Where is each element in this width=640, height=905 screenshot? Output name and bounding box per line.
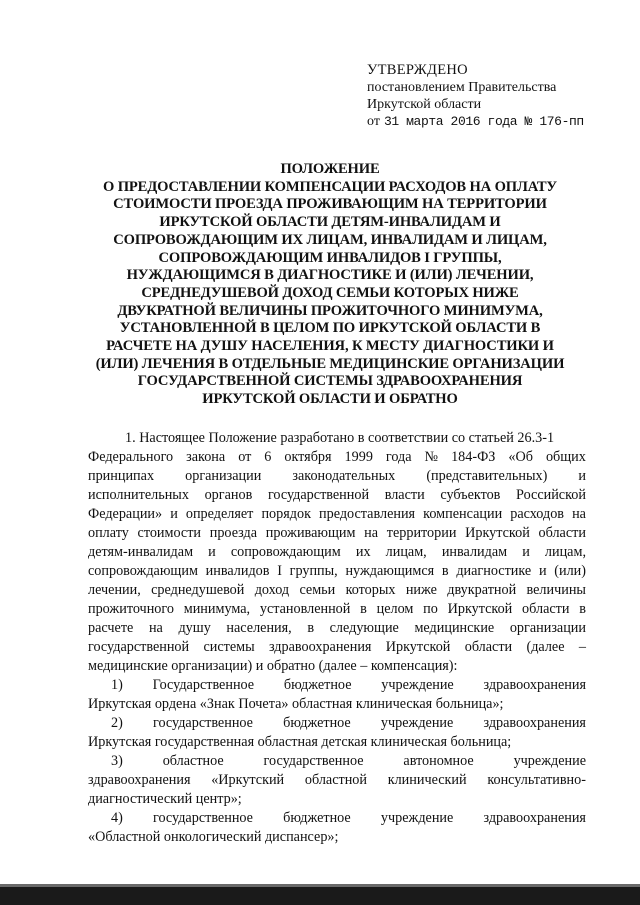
scan-edge — [0, 887, 640, 905]
approval-date-value: 31 марта 2016 года № 176-пп — [383, 114, 584, 129]
title-line: НУЖДАЮЩИМСЯ В ДИАГНОСТИКЕ И (ИЛИ) ЛЕЧЕНИИ, — [126, 267, 534, 284]
body-line: 2) государственное бюджетное учреждение здравоохранения — [111, 715, 586, 731]
approval-date-prefix: от — [367, 114, 380, 129]
title-line: ИРКУТСКОЙ ОБЛАСТИ И ОБРАТНО — [202, 391, 458, 408]
title-line: СТОИМОСТИ ПРОЕЗДА ПРОЖИВАЮЩИМ НА ТЕРРИТОРИИ — [113, 196, 547, 213]
body-line: расчете на душу населения, в следующие медицинские организации — [88, 620, 586, 636]
document-title — [70, 161, 590, 409]
title-line: УСТАНОВЛЕННОЙ В ЦЕЛОМ ПО ИРКУТСКОЙ ОБЛАСТИ В — [119, 320, 541, 337]
title-line: ИРКУТСКОЙ ОБЛАСТИ ДЕТЯМ-ИНВАЛИДАМ И — [159, 214, 501, 231]
body-line: Иркутская ордена «Знак Почета» областная клиническая больница»; — [88, 696, 504, 712]
body-line: медицинские организации) и обратно (далее – компенсация): — [88, 658, 458, 674]
document-body — [88, 429, 586, 847]
title-line: (ИЛИ) ЛЕЧЕНИЯ В ОТДЕЛЬНЫЕ МЕДИЦИНСКИЕ ОРГАНИЗАЦИИ — [95, 355, 565, 372]
title-line: СОПРОВОЖДАЮЩИМ ИХ ЛИЦАМ, ИНВАЛИДАМ И ЛИЦАМ, — [113, 231, 547, 248]
title-line: СОПРОВОЖДАЮЩИМ ИНВАЛИДОВ I ГРУППЫ, — [158, 249, 502, 266]
body-line: 3) областное государственное автономное учреждение — [111, 753, 586, 769]
body-line: 4) государственное бюджетное учреждение здравоохранения — [111, 810, 586, 826]
approval-date-line — [367, 113, 632, 130]
title-heading: ПОЛОЖЕНИЕ — [280, 161, 380, 177]
body-line: детям-инвалидам и сопровождающим их лицам, инвалидам и лицам, — [88, 544, 586, 560]
body-line: исполнительных органов государственной власти субъектов Российской — [88, 487, 586, 503]
title-line: О ПРЕДОСТАВЛЕНИИ КОМПЕНСАЦИИ РАСХОДОВ НА ОПЛАТУ — [103, 178, 557, 195]
body-line: Иркутская государственная областная детская клиническая больница; — [88, 734, 512, 750]
body-line: 1. Настоящее Положение разработано в соответствии со статьей 26.3-1 — [125, 430, 555, 446]
title-line: СРЕДНЕДУШЕВОЙ ДОХОД СЕМЬИ КОТОРЫХ НИЖЕ — [141, 284, 519, 301]
body-line: оплату стоимости проезда проживающим на территории Иркутской области — [88, 525, 586, 541]
body-line: Федерального закона от 6 октября 1999 года № 184-ФЗ «Об общих — [88, 449, 586, 465]
body-line: Федерации» и определяет порядок предоставления компенсации расходов на — [88, 506, 586, 522]
approval-block — [367, 62, 632, 130]
title-line: РАСЧЕТЕ НА ДУШУ НАСЕЛЕНИЯ, К МЕСТУ ДИАГНОСТИКИ И — [106, 338, 554, 355]
body-line: принципах организации законодательных (представительных) и — [88, 468, 586, 484]
approval-title: УТВЕРЖДЕНО — [367, 62, 468, 78]
body-line: государственной системы здравоохранения Иркутской области (далее – — [88, 639, 586, 655]
title-line: ДВУКРАТНОЙ ВЕЛИЧИНЫ ПРОЖИТОЧНОГО МИНИМУМА, — [117, 302, 543, 319]
body-line: прожиточного минимума, установленной в целом по Иркутской области в — [88, 601, 586, 617]
title-line: ГОСУДАРСТВЕННОЙ СИСТЕМЫ ЗДРАВООХРАНЕНИЯ — [137, 373, 523, 390]
body-line: «Областной онкологический диспансер»; — [88, 829, 339, 845]
approval-line-1: постановлением Правительства — [367, 80, 557, 95]
body-line: 1) Государственное бюджетное учреждение здравоохранения — [111, 677, 586, 693]
approval-line-2: Иркутской области — [367, 97, 482, 112]
body-line: здравоохранения «Иркутский областной клинический консультативно- — [88, 772, 586, 788]
body-line: лечении, среднедушевой доход семьи которых ниже двукратной величины — [88, 582, 586, 598]
body-line: диагностический центр»; — [88, 791, 242, 807]
body-line: сопровождающим инвалидов I группы, нуждающимся в диагностике и (или) — [88, 563, 586, 579]
